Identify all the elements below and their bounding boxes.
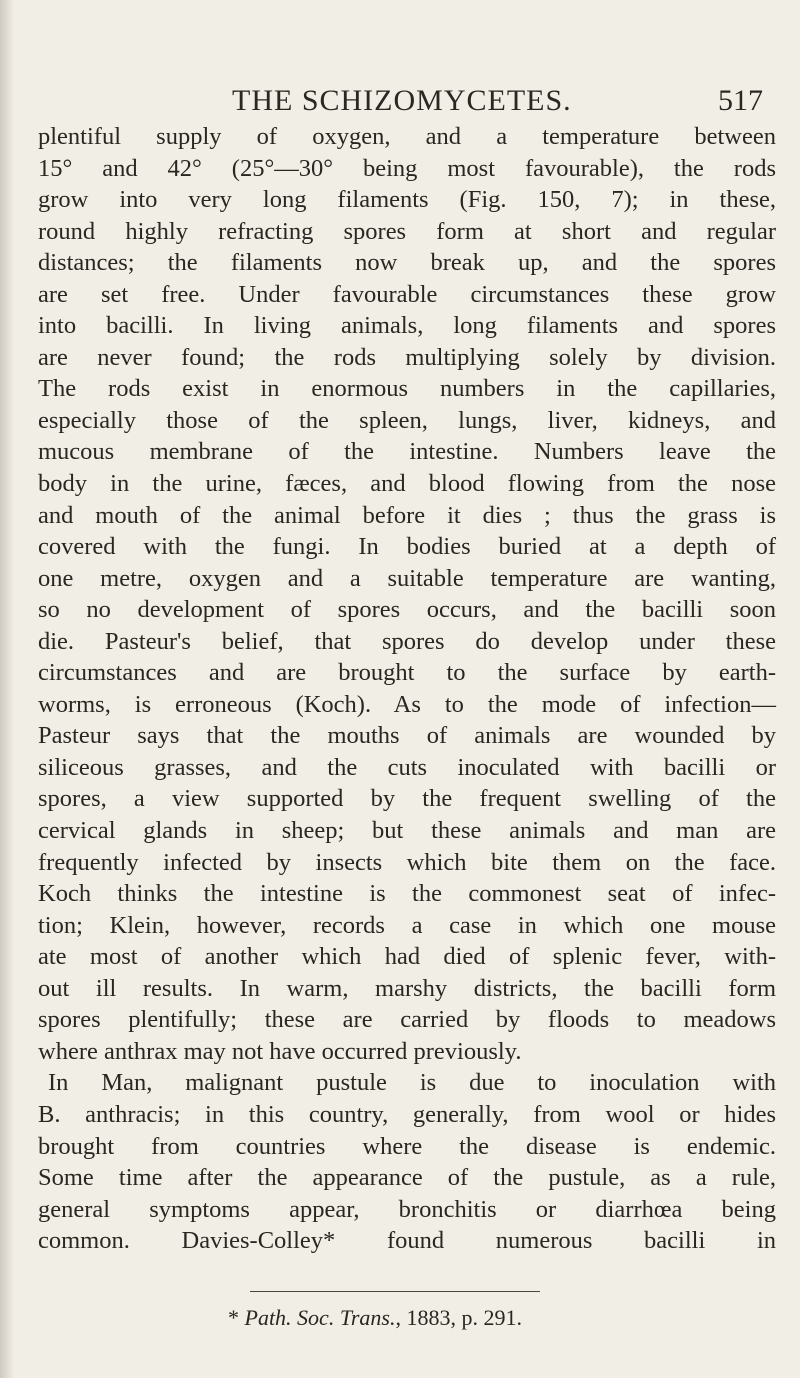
text-line: 15° and 42° (25°—30° being most favourable), the rods — [38, 154, 776, 182]
text-line-paragraph-end: where anthrax may not have occurred previously. — [38, 1037, 522, 1065]
footnote-divider — [250, 1291, 540, 1292]
body-text — [38, 121, 776, 1257]
text-line: ate most of another which had died of splenic fever, with- — [38, 943, 776, 971]
text-line: brought from countries where the disease is endemic. — [38, 1132, 776, 1160]
text-line: frequently infected by insects which bite them on the face. — [38, 848, 776, 876]
text-line: grow into very long filaments (Fig. 150, 7); in these, — [38, 186, 776, 214]
footnote-journal: Path. Soc. Trans. — [244, 1305, 396, 1330]
text-line: plentiful supply of oxygen, and a temperature between — [38, 123, 776, 150]
text-line: worms, is erroneous (Koch). As to the mode of infection— — [38, 690, 776, 718]
text-line: die. Pasteur's belief, that spores do develop under these — [38, 627, 776, 655]
text-line: covered with the fungi. In bodies buried at a depth of — [38, 533, 776, 561]
page-header — [0, 84, 800, 124]
footnote-marker: * — [228, 1305, 239, 1330]
text-line: distances; the filaments now break up, and the spores — [38, 249, 776, 277]
text-line: common. Davies-Colley* found numerous bacilli in — [38, 1227, 776, 1255]
text-line: body in the urine, fæces, and blood flowing from the nose — [38, 470, 776, 498]
text-line: Some time after the appearance of the pustule, as a rule, — [38, 1164, 776, 1192]
text-line: siliceous grasses, and the cuts inoculated with bacilli or — [38, 753, 776, 781]
text-line: are never found; the rods multiplying solely by division. — [38, 343, 776, 371]
running-title: THE SCHIZOMYCETES. — [232, 84, 572, 117]
text-line: are set free. Under favourable circumstances these grow — [38, 280, 776, 308]
text-line: cervical glands in sheep; but these animals and man are — [38, 817, 776, 845]
page-gutter-shadow — [0, 0, 14, 1378]
text-line: especially those of the spleen, lungs, liver, kidneys, and — [38, 406, 776, 434]
text-line: mucous membrane of the intestine. Numbers leave the — [38, 438, 776, 466]
text-line: circumstances and are brought to the surface by earth- — [38, 659, 776, 687]
text-line: Pasteur says that the mouths of animals are wounded by — [38, 722, 776, 750]
text-line: B. anthracis; in this country, generally, from wool or hides — [38, 1100, 776, 1128]
page-number: 517 — [718, 84, 763, 117]
text-line: and mouth of the animal before it dies ; thus the grass is — [38, 501, 776, 529]
text-line: one metre, oxygen and a suitable temperature are wanting, — [38, 564, 776, 592]
text-line: tion; Klein, however, records a case in which one mouse — [38, 911, 776, 939]
text-line: spores, a view supported by the frequent swelling of the — [38, 785, 776, 813]
text-line: out ill results. In warm, marshy districts, the bacilli form — [38, 974, 776, 1002]
text-line: Koch thinks the intestine is the commonest seat of infec- — [38, 880, 776, 908]
text-line: spores plentifully; these are carried by floods to meadows — [38, 1006, 776, 1034]
text-line: so no development of spores occurs, and the bacilli soon — [38, 596, 776, 624]
text-line: round highly refracting spores form at short and regular — [38, 217, 776, 245]
text-line-paragraph-start: In Man, malignant pustule is due to inoculation with — [48, 1069, 776, 1097]
text-line: general symptoms appear, bronchitis or diarrhœa being — [38, 1195, 776, 1223]
footnote — [228, 1305, 522, 1331]
footnote-citation: , 1883, p. 291. — [395, 1305, 522, 1330]
text-line: The rods exist in enormous numbers in the capillaries, — [38, 375, 776, 403]
text-line: into bacilli. In living animals, long filaments and spores — [38, 312, 776, 340]
